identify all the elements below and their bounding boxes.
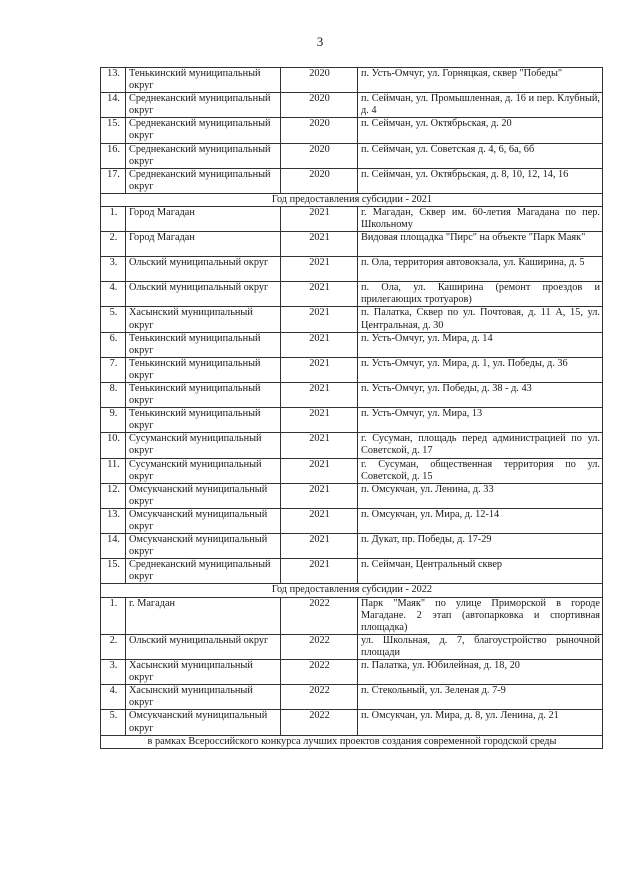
municipality-name: Ольский муниципальный округ	[126, 257, 281, 282]
table-row	[101, 93, 603, 118]
row-number: 4.	[101, 685, 126, 710]
row-number: 5.	[101, 710, 126, 735]
row-number: 7.	[101, 357, 126, 382]
subsidy-year: 2022	[281, 710, 358, 735]
subsidy-table-body	[101, 68, 603, 749]
table-row	[101, 433, 603, 458]
subsidy-year: 2022	[281, 597, 358, 634]
subsidy-year: 2022	[281, 660, 358, 685]
subsidy-year: 2021	[281, 382, 358, 407]
municipality-name: Тенькинский муниципальный округ	[126, 68, 281, 93]
project-address: п. Сеймчан, ул. Октябрьская, д. 8, 10, 12, 14, 16	[358, 168, 603, 193]
subsidy-year: 2021	[281, 559, 358, 584]
municipality-name: Омсукчанский муниципальный округ	[126, 483, 281, 508]
subsidy-year: 2020	[281, 118, 358, 143]
subsidy-year: 2022	[281, 685, 358, 710]
section-header-row	[101, 193, 603, 206]
project-address: г. Магадан, Сквер им. 60-летия Магадана по пер. Школьному	[358, 207, 603, 232]
municipality-name: Ольский муниципальный округ	[126, 282, 281, 307]
section-title: в рамках Всероссийского конкурса лучших проектов создания современной городской среды	[101, 735, 603, 748]
project-address: п. Сеймчан, ул. Промышленная, д. 16 и пер. Клубный, д. 4	[358, 93, 603, 118]
subsidy-year: 2021	[281, 207, 358, 232]
row-number: 2.	[101, 232, 126, 257]
municipality-name: Омсукчанский муниципальный округ	[126, 710, 281, 735]
project-address: Парк "Маяк" по улице Приморской в городе Магадане. 2 этап (автопарковка и спортивная площадка)	[358, 597, 603, 634]
page-number: 3	[316, 34, 324, 49]
subsidy-year: 2021	[281, 282, 358, 307]
section-header-row	[101, 735, 603, 748]
municipality-name: Тенькинский муниципальный округ	[126, 408, 281, 433]
municipality-name: Тенькинский муниципальный округ	[126, 332, 281, 357]
table-row	[101, 143, 603, 168]
row-number: 11.	[101, 458, 126, 483]
row-number: 12.	[101, 483, 126, 508]
section-header-row	[101, 584, 603, 597]
row-number: 8.	[101, 382, 126, 407]
section-title: Год предоставления субсидии - 2021	[101, 193, 603, 206]
project-address: п. Усть-Омчуг, ул. Мира, д. 1, ул. Победы, д. 36	[358, 357, 603, 382]
municipality-name: Хасынский муниципальный округ	[126, 685, 281, 710]
municipality-name: Ольский муниципальный округ	[126, 634, 281, 659]
table-row	[101, 118, 603, 143]
table-row	[101, 332, 603, 357]
row-number: 3.	[101, 257, 126, 282]
project-address: п. Дукат, пр. Победы, д. 17-29	[358, 534, 603, 559]
subsidy-year: 2022	[281, 634, 358, 659]
section-title: Год предоставления субсидии - 2022	[101, 584, 603, 597]
table-row	[101, 559, 603, 584]
row-number: 2.	[101, 634, 126, 659]
table-row	[101, 408, 603, 433]
table-row	[101, 168, 603, 193]
municipality-name: Среднеканский муниципальный округ	[126, 118, 281, 143]
project-address: п. Омсукчан, ул. Мира, д. 8, ул. Ленина, д. 21	[358, 710, 603, 735]
table-row	[101, 382, 603, 407]
row-number: 14.	[101, 93, 126, 118]
subsidy-year: 2020	[281, 143, 358, 168]
table-row	[101, 483, 603, 508]
subsidy-year: 2020	[281, 168, 358, 193]
row-number: 10.	[101, 433, 126, 458]
municipality-name: Город Магадан	[126, 207, 281, 232]
row-number: 15.	[101, 118, 126, 143]
project-address: г. Сусуман, общественная территория по ул. Советской, д. 15	[358, 458, 603, 483]
project-address: п. Палатка, Сквер по ул. Почтовая, д. 11 А, 15, ул. Центральная, д. 30	[358, 307, 603, 332]
subsidy-year: 2021	[281, 257, 358, 282]
table-row	[101, 534, 603, 559]
subsidy-year: 2021	[281, 508, 358, 533]
project-address: ул. Школьная, д. 7, благоустройство рыночной площади	[358, 634, 603, 659]
table-row	[101, 207, 603, 232]
municipality-name: Среднеканский муниципальный округ	[126, 143, 281, 168]
row-number: 17.	[101, 168, 126, 193]
row-number: 9.	[101, 408, 126, 433]
row-number: 14.	[101, 534, 126, 559]
table-row	[101, 597, 603, 634]
table-row	[101, 68, 603, 93]
project-address: г. Сусуман, площадь перед администрацией по ул. Советской, д. 17	[358, 433, 603, 458]
municipality-name: Сусуманский муниципальный округ	[126, 433, 281, 458]
project-address: п. Омсукчан, ул. Мира, д. 12-14	[358, 508, 603, 533]
subsidy-year: 2020	[281, 93, 358, 118]
subsidy-year: 2021	[281, 408, 358, 433]
table-row	[101, 660, 603, 685]
municipality-name: Хасынский муниципальный округ	[126, 660, 281, 685]
municipality-name: г. Магадан	[126, 597, 281, 634]
row-number: 16.	[101, 143, 126, 168]
project-address: п. Палатка, ул. Юбилейная, д. 18, 20	[358, 660, 603, 685]
project-address: п. Сеймчан, ул. Октябрьская, д. 20	[358, 118, 603, 143]
row-number: 13.	[101, 508, 126, 533]
municipality-name: Город Магадан	[126, 232, 281, 257]
project-address: п. Сеймчан, Центральный сквер	[358, 559, 603, 584]
row-number: 1.	[101, 207, 126, 232]
municipality-name: Хасынский муниципальный округ	[126, 307, 281, 332]
row-number: 13.	[101, 68, 126, 93]
row-number: 5.	[101, 307, 126, 332]
subsidy-year: 2021	[281, 307, 358, 332]
project-address: п. Усть-Омчуг, ул. Победы, д. 38 - д. 43	[358, 382, 603, 407]
row-number: 1.	[101, 597, 126, 634]
subsidy-year: 2021	[281, 357, 358, 382]
table-row	[101, 257, 603, 282]
row-number: 15.	[101, 559, 126, 584]
project-address: п. Ола, ул. Каширина (ремонт проездов и прилегающих тротуаров)	[358, 282, 603, 307]
project-address: п. Усть-Омчуг, ул. Мира, д. 14	[358, 332, 603, 357]
table-row	[101, 634, 603, 659]
subsidy-year: 2021	[281, 483, 358, 508]
subsidy-year: 2021	[281, 332, 358, 357]
municipality-name: Среднеканский муниципальный округ	[126, 559, 281, 584]
municipality-name: Среднеканский муниципальный округ	[126, 168, 281, 193]
table-row	[101, 710, 603, 735]
municipality-name: Среднеканский муниципальный округ	[126, 93, 281, 118]
table-row	[101, 458, 603, 483]
municipality-name: Тенькинский муниципальный округ	[126, 357, 281, 382]
municipality-name: Тенькинский муниципальный округ	[126, 382, 281, 407]
municipality-name: Омсукчанский муниципальный округ	[126, 534, 281, 559]
row-number: 3.	[101, 660, 126, 685]
project-address: п. Стекольный, ул. Зеленая д. 7-9	[358, 685, 603, 710]
project-address: п. Ола, территория автовокзала, ул. Каширина, д. 5	[358, 257, 603, 282]
project-address: п. Усть-Омчуг, ул. Мира, 13	[358, 408, 603, 433]
table-row	[101, 232, 603, 257]
project-address: Видовая площадка "Пирс" на объекте "Парк Маяк"	[358, 232, 603, 257]
project-address: п. Усть-Омчуг, ул. Горняцкая, сквер "Победы"	[358, 68, 603, 93]
municipality-name: Омсукчанский муниципальный округ	[126, 508, 281, 533]
subsidy-table	[100, 67, 603, 749]
municipality-name: Сусуманский муниципальный округ	[126, 458, 281, 483]
subsidy-year: 2021	[281, 433, 358, 458]
table-row	[101, 307, 603, 332]
table-row	[101, 357, 603, 382]
subsidy-year: 2020	[281, 68, 358, 93]
row-number: 6.	[101, 332, 126, 357]
subsidy-year: 2021	[281, 534, 358, 559]
table-row	[101, 508, 603, 533]
table-row	[101, 282, 603, 307]
subsidy-year: 2021	[281, 458, 358, 483]
subsidy-year: 2021	[281, 232, 358, 257]
project-address: п. Сеймчан, ул. Советская д. 4, 6, 6а, 6б	[358, 143, 603, 168]
row-number: 4.	[101, 282, 126, 307]
project-address: п. Омсукчан, ул. Ленина, д. 33	[358, 483, 603, 508]
table-row	[101, 685, 603, 710]
